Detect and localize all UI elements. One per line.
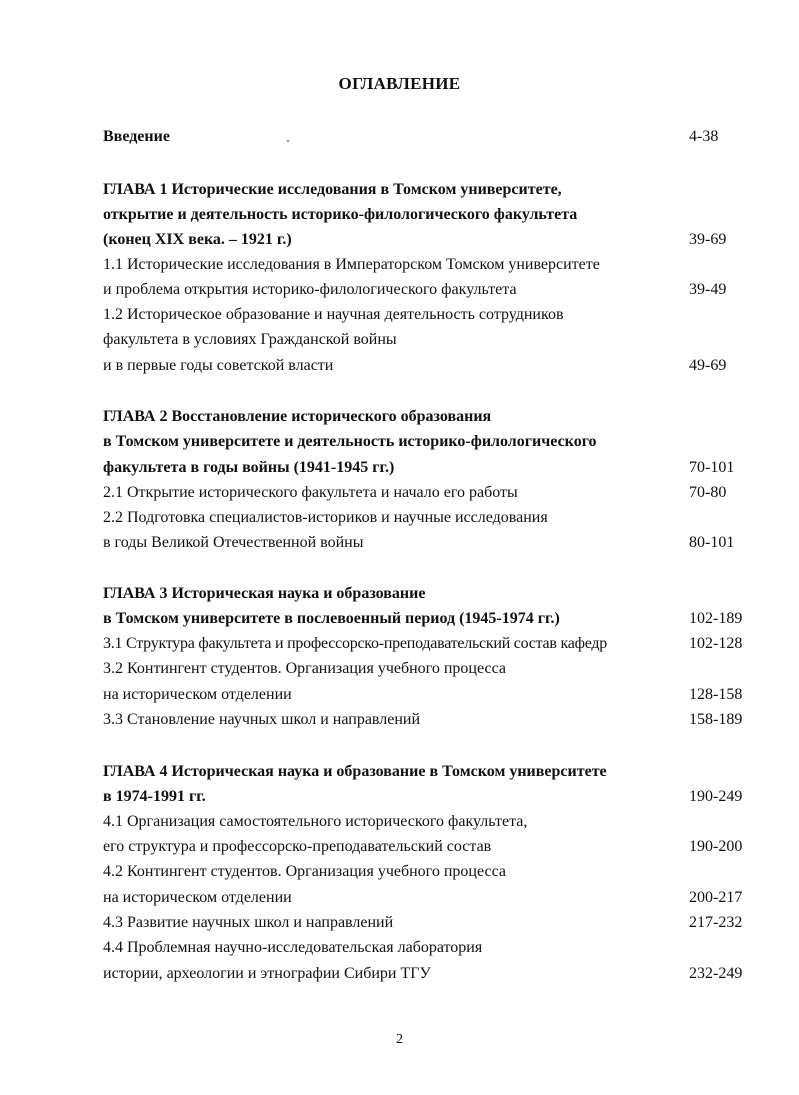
chapter-1-title-line-2: открытие и деятельность историко-филологического факультета [103, 206, 578, 223]
chapter-3-title-line-2: в Томском университете в послевоенный период (1945-1974 гг.) [103, 610, 560, 627]
section-4-1-line-1: 4.1 Организация самостоятельного исторического факультета, [103, 813, 528, 830]
toc-intro-pages: 4-38 [689, 128, 719, 145]
section-3-1-pages: 102-128 [689, 635, 743, 652]
chapter-1-title-line-3: (конец XIX века. – 1921 г.) [103, 231, 292, 248]
toc-intro-label: Введение [103, 128, 170, 145]
section-3-2-pages: 128-158 [689, 686, 743, 703]
section-4-4-line-2: истории, археологии и этнографии Сибири ТГУ [103, 965, 431, 982]
chapter-3-pages: 102-189 [689, 610, 743, 627]
chapter-4-pages: 190-249 [689, 788, 743, 805]
chapter-4-title-line-2: в 1974-1991 гг. [103, 788, 206, 805]
chapter-3-title-line-1: ГЛАВА 3 Историческая наука и образование [103, 585, 426, 602]
section-4-3-line-1: 4.3 Развитие научных школ и направлений [103, 914, 394, 931]
section-3-3-line-1: 3.3 Становление научных школ и направлений [103, 711, 421, 728]
section-1-2-line-2: факультета в условиях Гражданской войны [103, 331, 397, 348]
chapter-1-pages: 39-69 [689, 231, 727, 248]
section-3-1-line-1: 3.1 Структура факультета и профессорско-преподавательский состав кафедр [103, 635, 607, 652]
section-4-2-line-2: на историческом отделении [103, 889, 292, 906]
section-4-4-line-1: 4.4 Проблемная научно-исследовательская лаборатория [103, 939, 483, 956]
chapter-4-title-line-1: ГЛАВА 4 Историческая наука и образование в Томском университете [103, 763, 607, 780]
chapter-2-title-line-3: факультета в годы войны (1941-1945 гг.) [103, 459, 395, 476]
page-title: ОГЛАВЛЕНИЕ [338, 74, 461, 93]
section-3-2-line-2: на историческом отделении [103, 686, 292, 703]
section-2-1-line-1: 2.1 Открытие исторического факультета и начало его работы [103, 484, 518, 501]
section-3-2-line-1: 3.2 Контингент студентов. Организация учебного процесса [103, 660, 506, 677]
section-4-1-pages: 190-200 [689, 838, 743, 855]
section-2-2-pages: 80-101 [689, 534, 735, 551]
section-4-2-pages: 200-217 [689, 889, 743, 906]
page-number: 2 [396, 1032, 403, 1047]
section-2-2-line-2: в годы Великой Отечественной войны [103, 534, 364, 551]
section-4-3-pages: 217-232 [689, 914, 743, 931]
chapter-2-pages: 70-101 [689, 459, 735, 476]
section-1-2-line-1: 1.2 Историческое образование и научная деятельность сотрудников [103, 306, 564, 323]
section-3-3-pages: 158-189 [689, 711, 743, 728]
section-2-1-pages: 70-80 [689, 484, 727, 501]
section-4-1-line-2: его структура и профессорско-преподавательский состав [103, 838, 492, 855]
chapter-2-title-line-1: ГЛАВА 2 Восстановление исторического образования [103, 408, 492, 425]
section-1-1-line-1: 1.1 Исторические исследования в Императорском Томском университете [103, 256, 600, 273]
section-4-4-pages: 232-249 [689, 965, 743, 982]
section-2-2-line-1: 2.2 Подготовка специалистов-историков и научные исследования [103, 509, 548, 526]
section-1-1-line-2: и проблема открытия историко-филологического факультета [103, 281, 517, 298]
section-1-2-line-3: и в первые годы советской власти [103, 357, 334, 374]
section-1-2-pages: 49-69 [689, 357, 727, 374]
section-4-2-line-1: 4.2 Контингент студентов. Организация учебного процесса [103, 863, 506, 880]
scan-speck [287, 140, 289, 142]
chapter-1-title-line-1: ГЛАВА 1 Исторические исследования в Томском университете, [103, 181, 562, 198]
section-1-1-pages: 39-49 [689, 281, 727, 298]
chapter-2-title-line-2: в Томском университете и деятельность историко-филологического [103, 433, 597, 450]
